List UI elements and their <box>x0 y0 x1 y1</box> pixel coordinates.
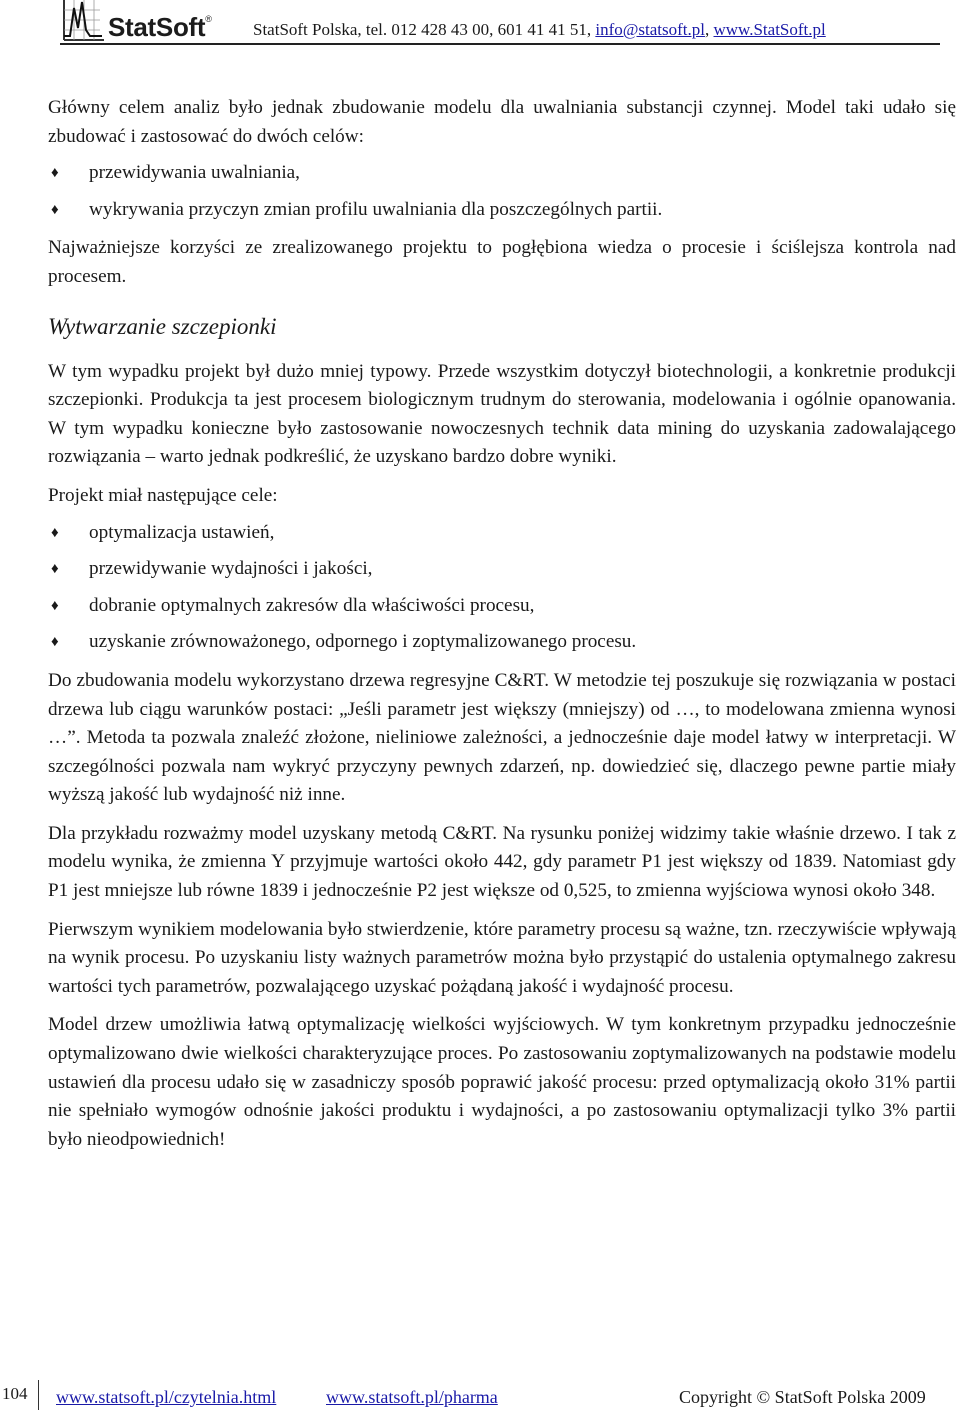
section-heading: Wytwarzanie szczepionki <box>48 313 277 339</box>
list-item: ♦ przewidywania uwalniania, <box>48 159 956 188</box>
article-body <box>48 94 956 1154</box>
page-footer <box>0 1380 960 1410</box>
email-link[interactable]: info@statsoft.pl <box>595 20 705 39</box>
copyright-notice: Copyright © StatSoft Polska 2009 <box>679 1387 926 1407</box>
footer-link-pharma[interactable]: www.statsoft.pl/pharma <box>326 1387 498 1407</box>
paragraph: Do zbudowania modelu wykorzystano drzewa regresyjne C&RT. W metodzie tej poszukuje się rozwiązania w postaci drzewa lub ciągu warunków postaci: „Jeśli parametr jest większy (mniejszy) od …, to modelowana zmienna wynosi …”. Metoda ta pozwala znaleźć złożone, nieliniowe zależności, a jednocześnie daje model łatwy w interpretacji. W szczególności pozwala nam wykryć przyczyny pewnych zdarzeń, np. dowiedzieć się, dlaczego pewne partie miały wyższą jakość lub wydajność niż inne. <box>48 669 956 806</box>
statsoft-logo-icon <box>60 0 106 46</box>
logo-wordmark: StatSoft® <box>108 12 212 42</box>
diamond-bullet-icon: ♦ <box>51 634 59 651</box>
paragraph: Dla przykładu rozważmy model uzyskany metodą C&RT. Na rysunku poniżej widzimy takie właśnie drzewo. I tak z modelu wynika, że zmienna Y przyjmuje wartości około 442, gdy parametr P1 jest większy od 1839. Natomiast gdy P1 jest mniejsze lub równe 1839 i jednocześnie P2 jest większe od 0,525, to zmienna wyjściowa wynosi około 348. <box>48 822 956 902</box>
page-header <box>60 0 940 46</box>
diamond-bullet-icon: ♦ <box>51 201 59 218</box>
paragraph: Projekt miał następujące cele: <box>48 484 278 506</box>
diamond-bullet-icon: ♦ <box>51 165 59 182</box>
website-link[interactable]: www.StatSoft.pl <box>713 20 826 39</box>
paragraph: Najważniejsze korzyści ze zrealizowanego projektu to pogłębiona wiedza o procesie i ściślejsza kontrola nad procesem. <box>48 237 956 287</box>
header-divider <box>60 43 940 45</box>
bullet-list-goals <box>48 159 956 224</box>
list-item: ♦ dobranie optymalnych zakresów dla właściwości procesu, <box>48 592 956 621</box>
paragraph: Pierwszym wynikiem modelowania było stwierdzenie, które parametry procesu są ważne, tzn. rzeczywiście wpływają na wynik procesu. Po uzyskaniu listy ważnych parametrów można było przystąpić do ustalenia optymalnego zakresu wartości tych parametrów, pozwalającego uzyskać pożądaną jakość i wydajność procesu. <box>48 918 956 997</box>
diamond-bullet-icon: ♦ <box>51 561 59 578</box>
paragraph: Model drzew umożliwia łatwą optymalizację wielkości wyjściowych. W tym konkretnym przypadku jednocześnie optymalizowano dwie wielkości charakteryzujące proces. Po zastosowaniu zoptymalizowanych na podstawie modelu ustawień dla procesu udało się w zasadniczy sposób poprawić jakość procesu: przed optymalizacją około 31% partii nie spełniało wymogów odnośnie jakości produktu i wydajności, a po zastosowaniu optymalizacji tylko 3% partii było nieodpowiednich! <box>48 1014 956 1150</box>
list-item: ♦ uzyskanie zrównoważonego, odpornego i zoptymalizowanego procesu. <box>48 628 956 657</box>
footer-divider <box>38 1380 39 1410</box>
list-item: ♦ wykrywania przyczyn zmian profilu uwalniania dla poszczególnych partii. <box>48 196 956 225</box>
list-item: ♦ optymalizacja ustawień, <box>48 519 956 548</box>
paragraph: Główny celem analiz było jednak zbudowanie modelu dla uwalniania substancji czynnej. Model taki udało się zbudować i zastosować do dwóch celów: <box>48 97 956 147</box>
list-item: ♦ przewidywanie wydajności i jakości, <box>48 555 956 584</box>
diamond-bullet-icon: ♦ <box>51 524 59 541</box>
bullet-list-objectives <box>48 519 956 657</box>
header-contact: StatSoft Polska, tel. 012 428 43 00, 601 41 41 51, info@statsoft.pl, www.StatSoft.pl <box>253 20 826 39</box>
page-number: 104 <box>2 1384 28 1403</box>
footer-link-czytelnia[interactable]: www.statsoft.pl/czytelnia.html <box>56 1387 277 1407</box>
paragraph: W tym wypadku projekt był dużo mniej typowy. Przede wszystkim dotyczył biotechnologii, a konkretnie produkcji szczepionki. Produkcja ta jest procesem biologicznym trudnym do sterowania, modelowania i ogólnie opanowania. W tym wypadku konieczne było zastosowanie nowoczesnych technik data mining do uzyskania zadowalającego rozwiązania – warto jednak podkreślić, że uzyskano bardzo dobre wyniki. <box>48 360 956 468</box>
diamond-bullet-icon: ♦ <box>51 597 59 614</box>
